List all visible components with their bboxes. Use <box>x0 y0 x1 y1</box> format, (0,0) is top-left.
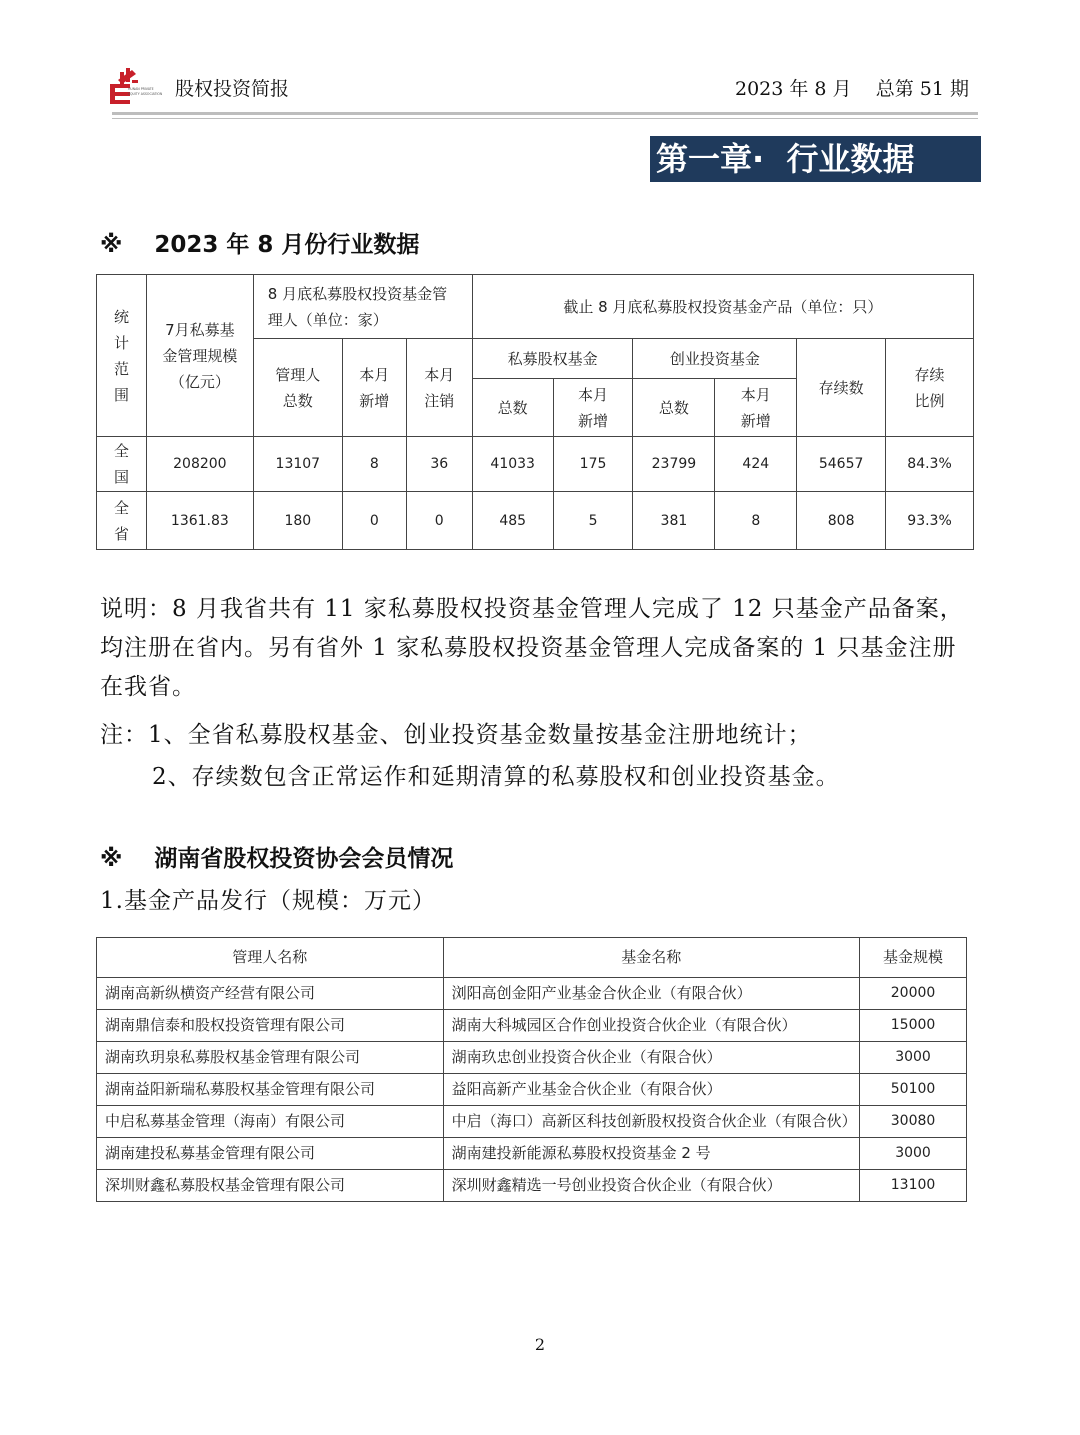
table-row <box>97 1170 967 1202</box>
table-row <box>97 1042 967 1074</box>
header-pe-total: 总数 <box>472 379 553 437</box>
cell-fund: 湖南玖忠创业投资合伙企业（有限合伙） <box>443 1042 859 1074</box>
cell-scale: 208200 <box>146 437 253 492</box>
table-row <box>97 1138 967 1170</box>
header-fund-scale: 基金规模 <box>860 938 967 978</box>
table-row <box>97 492 974 550</box>
fund-issuance-subtitle: 1.基金产品发行（规模：万元） <box>100 888 436 914</box>
note-2: 2、存续数包含正常运作和延期清算的私募股权和创业投资基金。 <box>152 764 840 790</box>
cell-mgr-new: 8 <box>342 437 406 492</box>
newsletter-title: 股权投资简报 <box>175 78 290 100</box>
cell-mgr-new: 0 <box>342 492 406 550</box>
cell-fund: 益阳高新产业基金合伙企业（有限合伙） <box>443 1074 859 1106</box>
header-managers-group: 8 月底私募股权投资基金管理人（单位：家） <box>253 275 472 339</box>
cell-scale: 50100 <box>860 1074 967 1106</box>
cell-fund: 浏阳高创金阳产业基金合伙企业（有限合伙） <box>443 978 859 1010</box>
cell-pe-total: 485 <box>472 492 553 550</box>
header-products-group: 截止 8 月底私募股权投资基金产品（单位：只） <box>472 275 973 339</box>
header-scale: 7月私募基金管理规模（亿元） <box>146 275 253 437</box>
cell-manager: 中启私募基金管理（海南）有限公司 <box>97 1106 444 1138</box>
cell-scale: 13100 <box>860 1170 967 1202</box>
section-title-members: ※ 湖南省股权投资协会会员情况 <box>100 846 454 872</box>
header-fund-name: 基金名称 <box>443 938 859 978</box>
svg-text:HUNAN PRIVATE: HUNAN PRIVATE <box>128 87 154 91</box>
cell-fund: 湖南大科城园区合作创业投资合伙企业（有限合伙） <box>443 1010 859 1042</box>
cell-vc-total: 23799 <box>633 437 715 492</box>
section-title-industry-data: ※ 2023 年 8 月份行业数据 <box>100 232 420 258</box>
cell-mgr-cancel: 0 <box>406 492 472 550</box>
cell-manager: 湖南高新纵横资产经营有限公司 <box>97 978 444 1010</box>
cell-mgr-total: 180 <box>253 492 342 550</box>
cell-manager: 湖南益阳新瑞私募股权基金管理有限公司 <box>97 1074 444 1106</box>
header-rule-thin <box>112 118 978 119</box>
header-pe-fund: 私募股权基金 <box>472 339 633 379</box>
cell-fund: 深圳财鑫精选一号创业投资合伙企业（有限合伙） <box>443 1170 859 1202</box>
cell-pe-new: 5 <box>553 492 633 550</box>
table-row <box>97 1106 967 1138</box>
header-rule <box>112 112 978 115</box>
cell-manager: 湖南鼎信泰和股权投资管理有限公司 <box>97 1010 444 1042</box>
industry-data-table <box>96 274 974 550</box>
svg-text:EQUITY ASSOCIATION: EQUITY ASSOCIATION <box>128 92 163 96</box>
table-row <box>97 978 967 1010</box>
cell-scale: 1361.83 <box>146 492 253 550</box>
issue-date: 2023 年 8 月 总第 51 期 <box>735 78 969 100</box>
header-pe-new: 本月新增 <box>553 379 633 437</box>
note-1: 注：1、全省私募股权基金、创业投资基金数量按基金注册地统计； <box>100 722 812 748</box>
header-scope: 统计范围 <box>97 275 147 437</box>
cell-scale: 30080 <box>860 1106 967 1138</box>
cell-pe-new: 175 <box>553 437 633 492</box>
cell-mgr-cancel: 36 <box>406 437 472 492</box>
table-row <box>97 1010 967 1042</box>
cell-manager: 湖南建投私募基金管理有限公司 <box>97 1138 444 1170</box>
header-vc-total: 总数 <box>633 379 715 437</box>
page-number: 2 <box>534 1335 546 1354</box>
explanation-paragraph: 说明：8 月我省共有 11 家私募股权投资基金管理人完成了 12 只基金产品备案，均注册在省内。另有省外 1 家私募股权投资基金管理人完成备案的 1 只基金注册在我省。 <box>100 596 964 700</box>
cell-pe-total: 41033 <box>472 437 553 492</box>
header-active: 存续数 <box>797 339 886 437</box>
header-mgr-new: 本月新增 <box>342 339 406 437</box>
fund-issuance-table <box>96 937 967 1202</box>
header-ratio: 存续比例 <box>886 339 974 437</box>
header-vc-new: 本月新增 <box>715 379 797 437</box>
cell-vc-total: 381 <box>633 492 715 550</box>
cell-scale: 15000 <box>860 1010 967 1042</box>
cell-fund: 湖南建投新能源私募股权投资基金 2 号 <box>443 1138 859 1170</box>
association-logo <box>108 66 178 108</box>
header-mgr-cancel: 本月注销 <box>406 339 472 437</box>
cell-scale: 20000 <box>860 978 967 1010</box>
header-vc-fund: 创业投资基金 <box>633 339 797 379</box>
cell-vc-new: 8 <box>715 492 797 550</box>
cell-ratio: 84.3% <box>886 437 974 492</box>
chapter-banner: 第一章· 行业数据 <box>650 136 981 182</box>
cell-scope: 全省 <box>97 492 147 550</box>
header-mgr-total: 管理人总数 <box>253 339 342 437</box>
cell-scale: 3000 <box>860 1042 967 1074</box>
cell-manager: 湖南玖玥泉私募股权基金管理有限公司 <box>97 1042 444 1074</box>
cell-mgr-total: 13107 <box>253 437 342 492</box>
cell-active: 808 <box>797 492 886 550</box>
cell-vc-new: 424 <box>715 437 797 492</box>
cell-manager: 深圳财鑫私募股权基金管理有限公司 <box>97 1170 444 1202</box>
header-manager-name: 管理人名称 <box>97 938 444 978</box>
cell-active: 54657 <box>797 437 886 492</box>
cell-ratio: 93.3% <box>886 492 974 550</box>
cell-fund: 中启（海口）高新区科技创新股权投资合伙企业（有限合伙） <box>443 1106 859 1138</box>
table-row <box>97 1074 967 1106</box>
table-row <box>97 437 974 492</box>
cell-scope: 全国 <box>97 437 147 492</box>
cell-scale: 3000 <box>860 1138 967 1170</box>
